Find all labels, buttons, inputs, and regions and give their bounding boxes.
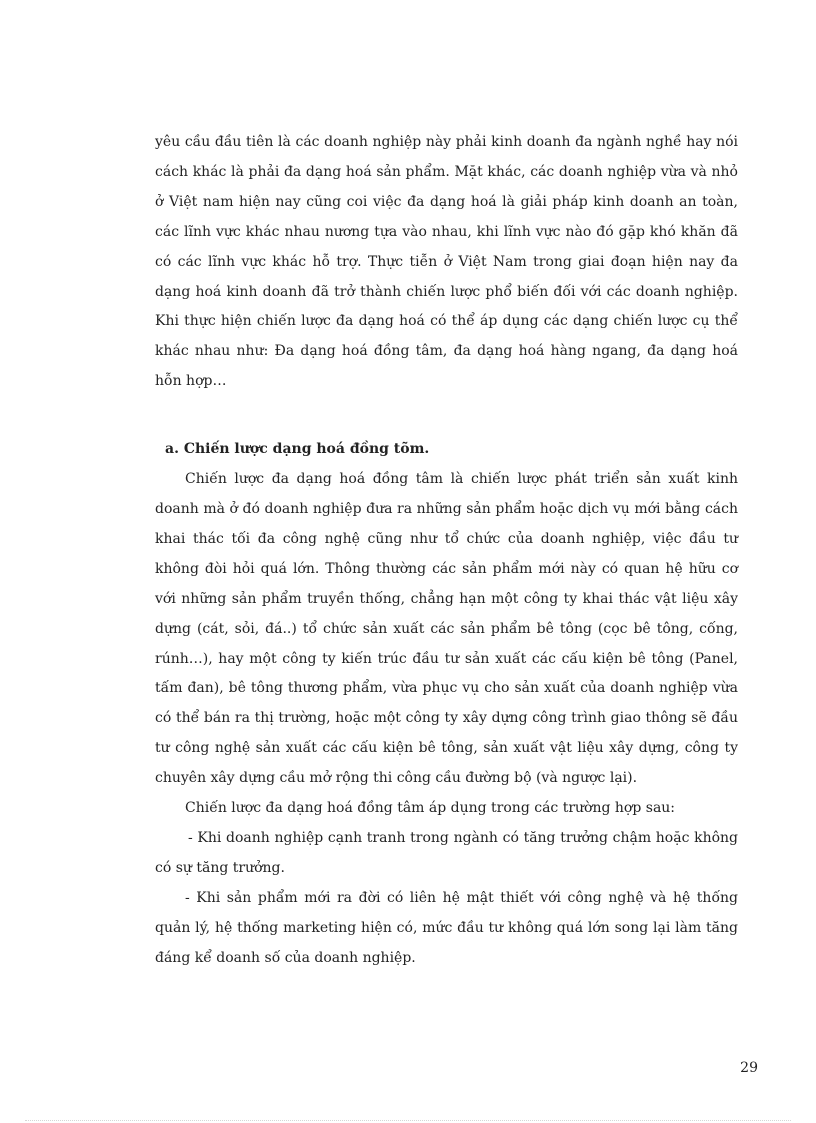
bullet-item-1: - Khi doanh nghiệp cạnh tranh trong ngành có tăng trưởng chậm hoặc không có sự tăng trưởng. [155,829,738,876]
page-bottom-divider [25,1120,791,1121]
section-heading: a. Chiến lược dạng hoá đồng tõm. [165,441,430,458]
bullet-item-2: - Khi sản phẩm mới ra đời có liên hệ mật thiết với công nghệ và hệ thống quản lý, hệ thống marketing hiện có, mức đầu tư không quá lớn song lại làm tăng đáng kể doanh số của doanh nghiệp. [155,889,738,966]
applies-intro: Chiến lược đa dạng hoá đồng tâm áp dụng trong các trường hợp sau: [185,800,676,817]
page-content [155,128,738,973]
intro-paragraph: yêu cầu đầu tiên là các doanh nghiệp này phải kinh doanh đa ngành nghề hay nói cách khác là phải đa dạng hoá sản phẩm. Mặt khác, các doanh nghiệp vừa và nhỏ ở Việt nam hiện nay cũng coi việc đa dạng hoá là giải pháp kinh doanh an toàn, các lĩnh vực khác nhau nương tựa vào nhau, khi lĩnh vực nào đó gặp khó khăn đã có các lĩnh vực khác hỗ trợ. Thực tiễn ở Việt Nam trong giai đoạn hiện nay đa dạng hoá kinh doanh đã trở thành chiến lược phổ biến đối với các doanh nghiệp. Khi thực hiện chiến lược đa dạng hoá có thể áp dụng các dạng chiến lược cụ thể khác nhau như: Đa dạng hoá đồng tâm, đa dạng hoá hàng ngang, đa dạng hoá hỗn hợp… [155,134,738,390]
section-paragraph: Chiến lược đa dạng hoá đồng tâm là chiến lược phát triển sản xuất kinh doanh mà ở đó doanh nghiệp đưa ra những sản phẩm hoặc dịch vụ mới bằng cách khai thác tối đa công nghệ cũng như tổ chức của doanh nghiệp, việc đầu tư không đòi hỏi quá lớn. Thông thường các sản phẩm mới này có quan hệ hữu cơ với những sản phẩm truyền thống, chẳng hạn một công ty khai thác vật liệu xây dựng (cát, sỏi, đá..) tổ chức sản xuất các sản phẩm bê tông (cọc bê tông, cống, rúnh…), hay một công ty kiến trúc đầu tư sản xuất các cấu kiện bê tông (Panel, tấm đan), bê tông thương phẩm, vừa phục vụ cho sản xuất của doanh nghiệp vừa có thể bán ra thị trường, hoặc một công ty xây dựng công trình giao thông sẽ đầu tư công nghệ sản xuất các cấu kiện bê tông, sản xuất vật liệu xây dựng, công ty chuyên xây dựng cầu mở rộng thi công cầu đường bộ (và ngược lại). [155,471,738,787]
page-number: 29 [740,1060,758,1076]
